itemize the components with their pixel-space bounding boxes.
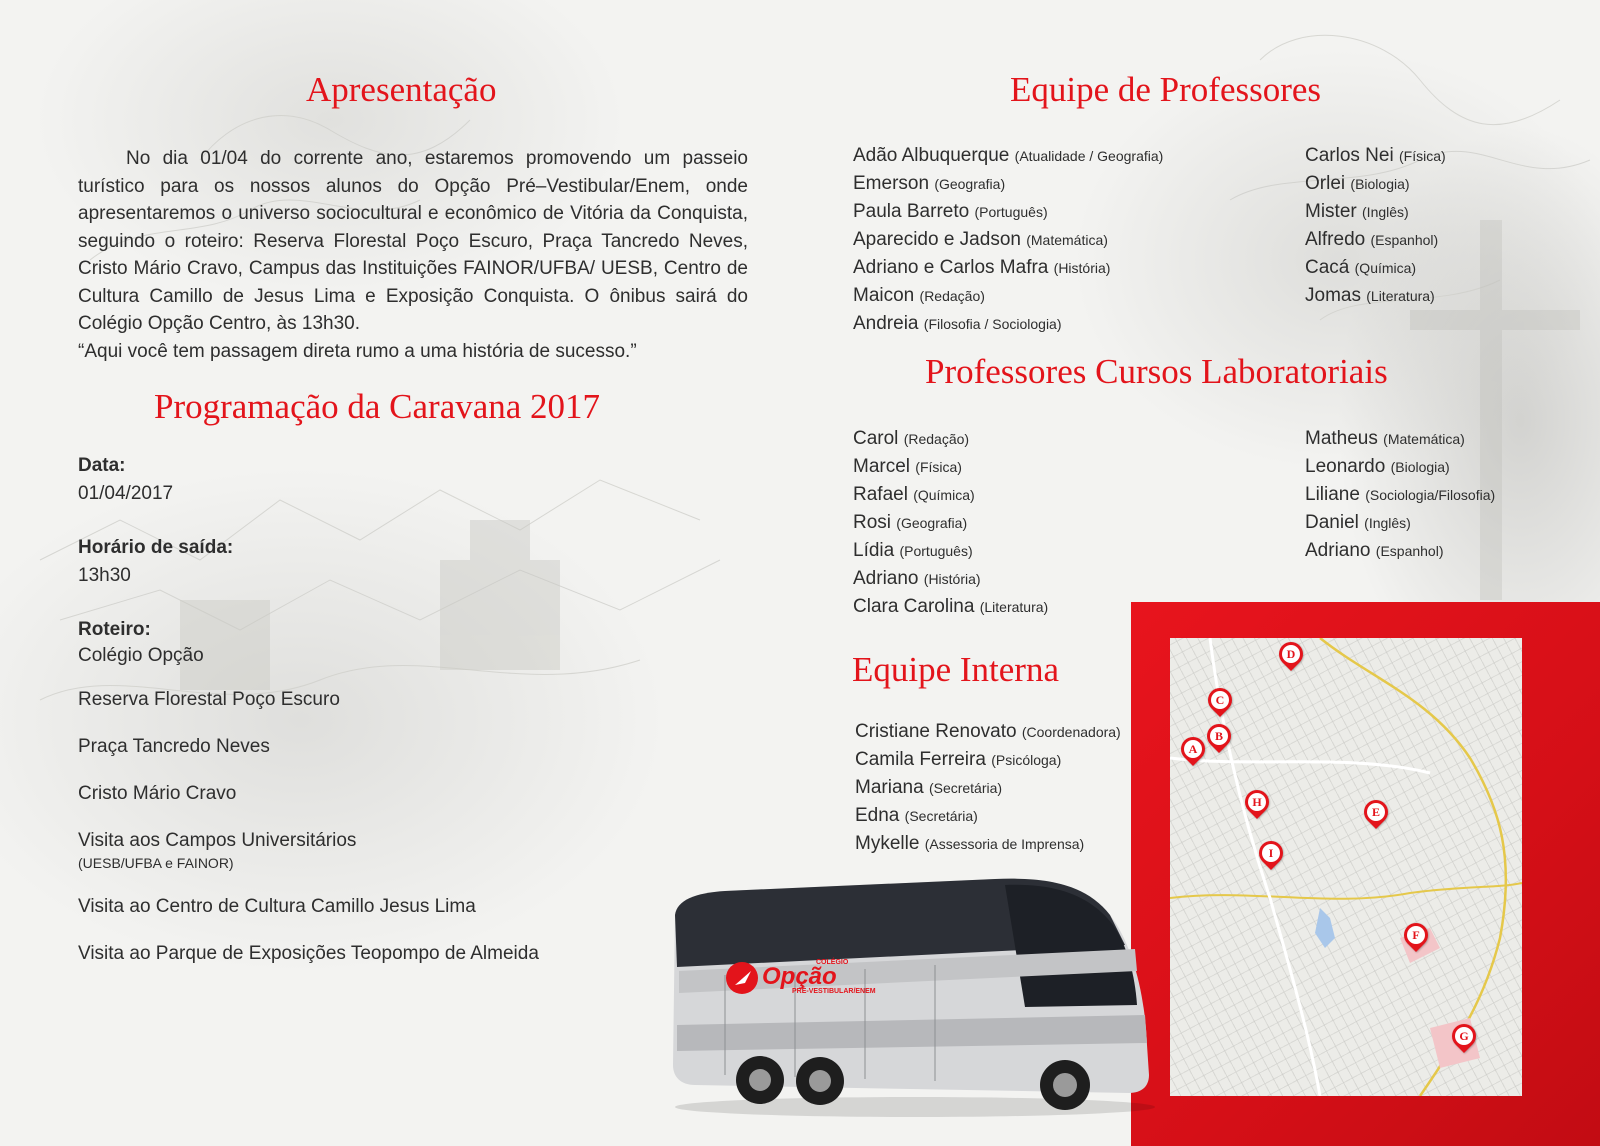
roteiro-item-text: Colégio Opção [78, 645, 204, 666]
person-role: (Química) [913, 487, 975, 503]
person-row [1305, 142, 1446, 170]
person-name: Jomas [1305, 285, 1361, 306]
person-role: (História) [923, 571, 981, 587]
person-name: Mariana [855, 777, 924, 798]
person-row [853, 509, 1048, 537]
person-row [855, 830, 1121, 858]
route-map [1170, 638, 1522, 1096]
equipe-professores-title: Equipe de Professores [1010, 70, 1322, 109]
map-pin-a-label: A [1184, 740, 1202, 758]
equipe-interna-list [855, 718, 1121, 858]
person-name: Matheus [1305, 428, 1378, 449]
data-block [78, 452, 658, 508]
person-name: Camila Ferreira [855, 749, 986, 770]
roteiro-item-text: Visita ao Centro de Cultura Camillo Jesus Lima [78, 896, 476, 917]
person-row [1305, 254, 1446, 282]
bus-logo-tagline: PRÉ-VESTIBULAR/ENEM [792, 988, 876, 995]
bus-logo-small: COLÉGIO [816, 959, 849, 966]
roteiro-item [78, 688, 658, 712]
roteiro-item [78, 782, 658, 806]
professores-lab-title: Professores Cursos Laboratoriais [925, 352, 1388, 391]
person-row [853, 481, 1048, 509]
person-name: Leonardo [1305, 456, 1386, 477]
person-name: Cristiane Renovato [855, 721, 1017, 742]
person-row [853, 170, 1163, 198]
person-role: (Inglês) [1362, 204, 1409, 220]
professores-lab-col2 [1305, 425, 1495, 565]
apresentacao-paragraph: No dia 01/04 do corrente ano, estaremos promovendo um passeio turístico para os nossos alunos do Opção Pré–Vestibular/Enem, onde apresentaremos o universo sociocultural e econômico de Vitória da Conquista, seguindo o roteiro: Reserva Florestal Poço Escuro, Praça Tancredo Neves, Cristo Mário Cravo, Campus das Instituições FAINOR/UFBA/ UESB, Centro de Cultura Camillo de Jesus Lima e Exposição Conquista. O ônibus sairá do Colégio Opção Centro, às 13h30. [78, 148, 748, 334]
person-role: (Geografia) [934, 176, 1006, 192]
person-row [853, 198, 1163, 226]
person-role: (Química) [1354, 260, 1417, 276]
equipe-professores-col2 [1305, 142, 1446, 310]
person-row [1305, 226, 1446, 254]
roteiro-item [78, 735, 658, 759]
roteiro-item [78, 644, 658, 668]
horario-label: Horário de saída: [78, 537, 234, 558]
person-name: Paula Barreto [853, 201, 970, 222]
person-role: (Literatura) [979, 599, 1049, 615]
roteiro-label: Roteiro: [78, 619, 151, 640]
map-pin-d-label: D [1282, 645, 1300, 663]
person-role: (Atualidade / Geografia) [1014, 148, 1164, 164]
person-role: (Redação) [919, 288, 985, 304]
person-name: Adriano e Carlos Mafra [853, 257, 1049, 278]
person-role: (Redação) [903, 431, 970, 447]
person-role: (Espanhol) [1375, 543, 1444, 559]
roteiro-item-text: Visita ao Parque de Exposições Teopompo de Almeida [78, 943, 539, 964]
person-row [853, 254, 1163, 282]
bus-illustration [665, 875, 1165, 1120]
person-name: Clara Carolina [853, 596, 975, 617]
person-name: Aparecido e Jadson [853, 229, 1021, 250]
roteiro-block [78, 616, 658, 966]
person-role: (Biologia) [1390, 459, 1450, 475]
person-row [853, 310, 1163, 338]
person-role: (Português) [899, 543, 973, 559]
bus-logo [762, 959, 876, 995]
roteiro-item-sub: (UESB/UFBA e FAINOR) [78, 855, 234, 871]
person-row [853, 226, 1163, 254]
data-label: Data: [78, 455, 126, 476]
roteiro-item [78, 895, 658, 919]
person-name: Rafael [853, 484, 908, 505]
equipe-professores-col1 [853, 142, 1163, 338]
person-name: Carol [853, 428, 899, 449]
person-role: (Secretária) [928, 780, 1003, 796]
person-name: Mister [1305, 201, 1357, 222]
person-name: Liliane [1305, 484, 1360, 505]
apresentacao-text [78, 145, 748, 365]
person-row [1305, 509, 1495, 537]
person-name: Adriano [853, 568, 919, 589]
person-role: (Biologia) [1350, 176, 1410, 192]
person-name: Marcel [853, 456, 911, 477]
person-role: (Sociologia/Filosofia) [1365, 487, 1496, 503]
person-row [853, 142, 1163, 170]
person-row [853, 282, 1163, 310]
person-name: Maicon [853, 285, 915, 306]
person-row [1305, 537, 1495, 565]
person-row [855, 746, 1121, 774]
person-name: Adão Albuquerque [853, 145, 1010, 166]
roteiro-item-text: Praça Tancredo Neves [78, 736, 270, 757]
person-role: (Geografia) [896, 515, 968, 531]
data-value: 01/04/2017 [78, 483, 174, 504]
person-role: (Português) [974, 204, 1048, 220]
person-row [855, 774, 1121, 802]
roteiro-list [78, 644, 658, 966]
map-pin-c-label: C [1211, 691, 1229, 709]
person-row [853, 593, 1048, 621]
person-row [853, 565, 1048, 593]
person-name: Edna [855, 805, 900, 826]
person-role: (Coordenadora) [1021, 724, 1121, 740]
programacao-details [78, 452, 658, 992]
map-pin-b-label: B [1210, 727, 1228, 745]
person-row [1305, 282, 1446, 310]
person-role: (Física) [915, 459, 962, 475]
person-name: Daniel [1305, 512, 1359, 533]
person-row [1305, 170, 1446, 198]
person-role: (Espanhol) [1370, 232, 1439, 248]
map-pin-g-label: G [1455, 1027, 1473, 1045]
map-pin-i-label: I [1262, 844, 1280, 862]
person-row [1305, 198, 1446, 226]
person-row [1305, 453, 1495, 481]
person-row [855, 802, 1121, 830]
person-name: Andreia [853, 313, 919, 334]
person-name: Orlei [1305, 173, 1346, 194]
person-name: Emerson [853, 173, 930, 194]
apresentacao-quote: “Aqui você tem passagem direta rumo a uma história de sucesso.” [78, 340, 637, 362]
roteiro-item-text: Reserva Florestal Poço Escuro [78, 689, 340, 710]
person-name: Carlos Nei [1305, 145, 1394, 166]
roteiro-item-text: Cristo Mário Cravo [78, 783, 237, 804]
person-role: (História) [1053, 260, 1111, 276]
person-row [853, 425, 1048, 453]
person-row [855, 718, 1121, 746]
person-role: (Inglês) [1364, 515, 1411, 531]
person-name: Mykelle [855, 833, 920, 854]
person-name: Adriano [1305, 540, 1371, 561]
map-pin-h-label: H [1248, 793, 1266, 811]
equipe-interna-title: Equipe Interna [852, 650, 1059, 689]
map-pin-f-label: F [1407, 926, 1425, 944]
roteiro-item-text: Visita aos Campos Universitários [78, 830, 357, 851]
person-role: (Filosofia / Sociologia) [923, 316, 1062, 332]
bus-logo-brand: Opção [762, 963, 837, 990]
apresentacao-title: Apresentação [306, 70, 497, 109]
person-role: (Física) [1398, 148, 1446, 164]
person-name: Alfredo [1305, 229, 1366, 250]
horario-value: 13h30 [78, 565, 131, 586]
roteiro-item [78, 829, 658, 872]
person-row [853, 537, 1048, 565]
person-name: Rosi [853, 512, 892, 533]
person-row [1305, 425, 1495, 453]
person-role: (Secretária) [904, 808, 978, 824]
person-name: Lídia [853, 540, 895, 561]
person-row [1305, 481, 1495, 509]
person-role: (Matemática) [1383, 431, 1465, 447]
bus-icon [665, 875, 1165, 1120]
roteiro-item [78, 942, 658, 966]
person-row [853, 453, 1048, 481]
professores-lab-col1 [853, 425, 1048, 621]
map-pin-e-label: E [1367, 803, 1385, 821]
person-role: (Matemática) [1026, 232, 1108, 248]
person-role: (Assessoria de Imprensa) [924, 836, 1085, 852]
person-role: (Literatura) [1366, 288, 1435, 304]
horario-block [78, 534, 658, 590]
person-name: Cacá [1305, 257, 1350, 278]
person-role: (Psicóloga) [991, 752, 1062, 768]
programacao-title: Programação da Caravana 2017 [154, 387, 601, 426]
